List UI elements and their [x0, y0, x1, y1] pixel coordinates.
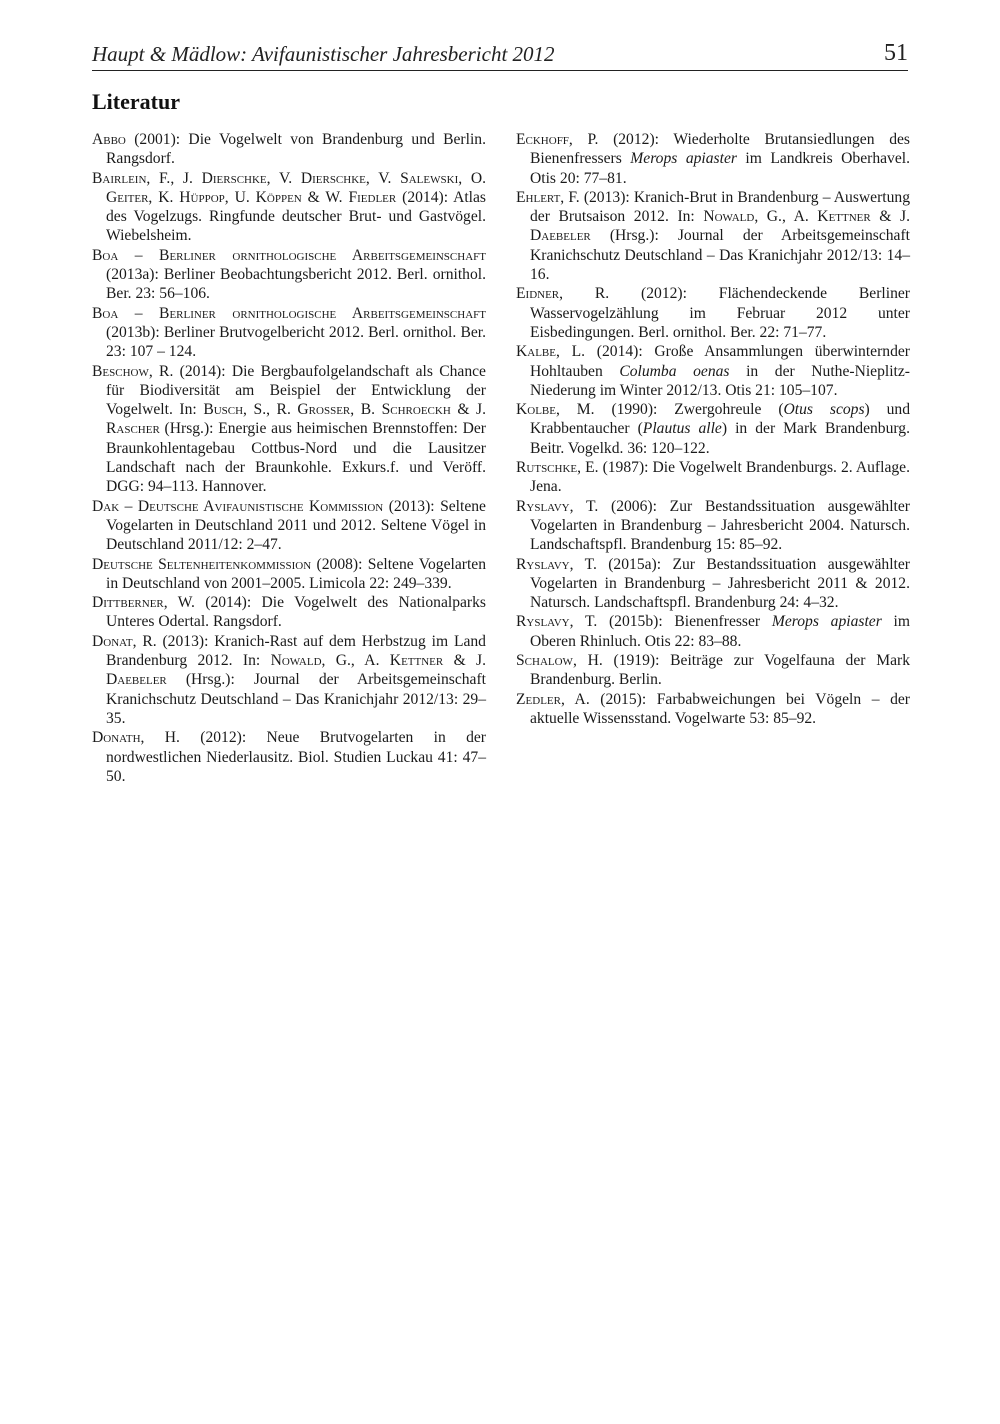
reference-text: (2015a): Zur Bestandssituation ausgewählter Vogelarten in Brandenburg – Jahresbericht 2011 & 2012. Natursch. Landschaftspfl. Brandenburg 24: 4–32.	[530, 555, 910, 612]
reference-author: Schalow, H.	[516, 652, 603, 670]
reference-editors: Busch, S., R. Grosser, B. Schroeckh & J. Rascher	[106, 401, 486, 438]
reference-entry	[92, 130, 486, 169]
reference-text: (2008): Seltene Vogelarten in Deutschland von 2001–2005. Limicola 22: 249–339.	[106, 555, 486, 592]
reference-entry	[92, 497, 486, 555]
species-name: Plautus alle	[642, 420, 722, 438]
reference-text: (1919): Beiträge zur Vogelfauna der Mark Brandenburg. Berlin.	[530, 652, 910, 689]
reference-text: (2012): Flächendeckende Berliner Wasservogelzählung im Februar 2012 unter Eisbedingungen. Berl. ornithol. Ber. 22: 71–77.	[530, 285, 910, 341]
reference-text: in der Nuthe-Nieplitz-Niederung im Winter 2012/13. Otis 21: 105–107.	[530, 362, 911, 399]
species-name: Merops apiaster	[630, 150, 737, 168]
reference-author: Boa – Berliner ornithologische Arbeitsgemeinschaft	[92, 246, 486, 264]
section-title: Literatur	[92, 89, 180, 114]
reference-text: (2012): Neue Brutvogelarten in der nordwestlichen Niederlausitz. Biol. Studien Luckau 41: 47–50.	[106, 729, 486, 785]
running-header-title: Haupt & Mädlow: Avifaunistischer Jahresbericht 2012	[92, 42, 555, 66]
reference-author: Abbo	[92, 131, 126, 148]
reference-text: (2001): Die Vogelwelt von Brandenburg und Berlin. Rangsdorf.	[106, 131, 486, 168]
reference-column-right	[516, 130, 910, 728]
reference-author: Dak – Deutsche Avifaunistische Kommission	[92, 497, 384, 515]
reference-text: (1987): Die Vogelwelt Brandenburgs. 2. Auflage. Jena.	[530, 459, 910, 496]
reference-author: Rutschke, E.	[516, 459, 599, 477]
reference-text: (2014): Die Bergbaufolgelandschaft als Chance für Biodiversität am Beispiel der Entwicklung der Vogelwelt. In:	[106, 362, 486, 419]
reference-entry	[92, 246, 486, 304]
reference-entry	[516, 458, 910, 497]
reference-entry	[92, 632, 486, 728]
species-name: Columba oenas	[619, 362, 730, 380]
species-name: Otus scops	[783, 401, 865, 419]
reference-entry	[516, 342, 910, 400]
reference-author: Ryslavy, T.	[516, 497, 599, 515]
reference-text: (2013b): Berliner Brutvogelbericht 2012. Berl. ornithol. Ber. 23: 107 – 124.	[106, 323, 486, 361]
reference-text: (2015b): Bienenfresser	[597, 613, 772, 631]
reference-text: (2013a): Berliner Beobachtungsbericht 2012. Berl. ornithol. Ber. 23: 56–106.	[106, 266, 486, 303]
reference-entry	[92, 728, 486, 786]
reference-author: Kalbe, L.	[516, 343, 586, 361]
species-name: Merops apiaster	[771, 613, 882, 631]
reference-author: Bairlein, F., J. Dierschke, V. Dierschke, V. Salewski, O. Geiter, K. Hüppop, U. Köppen & W. Fiedler	[92, 169, 486, 206]
running-header	[92, 40, 908, 71]
reference-text: ) in der Mark Brandenburg. Beitr. Vogelkd. 36: 120–122.	[530, 420, 910, 457]
reference-author: Ehlert, F.	[516, 188, 580, 206]
reference-author: Ryslavy, T.	[516, 555, 597, 573]
reference-text: (2012): Wiederholte Brutansiedlungen des Bienenfressers	[530, 131, 910, 168]
reference-entry	[92, 169, 486, 246]
reference-entry	[516, 188, 910, 284]
reference-column-left	[92, 130, 486, 786]
reference-entry	[516, 497, 910, 555]
reference-author: Boa – Berliner ornithologische Arbeitsgemeinschaft	[92, 304, 486, 322]
reference-entry	[516, 651, 910, 690]
reference-entry	[92, 362, 486, 497]
reference-editors: Nowald, G., A. Kettner & J. Daebeler	[106, 652, 486, 689]
reference-author: Beschow, R.	[92, 362, 174, 380]
reference-text: (2006): Zur Bestandssituation ausgewählter Vogelarten in Brandenburg – Jahresbericht 2004. Natursch. Landschaftspfl. Brandenburg 15: 85–92.	[530, 497, 910, 554]
page-number: 51	[884, 40, 908, 66]
reference-text: (2015): Farbabweichungen bei Vögeln – der aktuelle Wissensstand. Vogelwarte 53: 85–92.	[530, 690, 910, 727]
reference-text: (Hrsg.): Energie aus heimischen Brennstoffen: Der Braunkohlentagebau Cottbus-Nord und die Lausitzer Landschaft nach der Braunkohle. Exkurs.f. und Veröff. DGG: 94–113. Hannover.	[106, 420, 486, 496]
reference-author: Ryslavy, T.	[516, 613, 598, 631]
reference-text: (2013): Kranich-Brut in Brandenburg – Auswertung der Brutsaison 2012. In:	[530, 188, 910, 226]
reference-author: Eckhoff, P.	[516, 131, 599, 148]
reference-text: (2013): Kranich-Rast auf dem Herbstzug im Land Brandenburg 2012. In:	[106, 632, 486, 670]
reference-entry	[516, 130, 910, 188]
reference-entry	[92, 304, 486, 362]
reference-text: (Hrsg.): Journal der Arbeitsgemeinschaft Kranichschutz Deutschland – Das Kranichjahr 2012/13: 14–16.	[530, 227, 910, 284]
reference-text: (2014): Atlas des Vogelzugs. Ringfunde deutscher Brut- und Gastvögel. Wiebelsheim.	[106, 188, 486, 245]
reference-author: Donath, H.	[92, 729, 180, 747]
reference-entry	[92, 555, 486, 594]
reference-author: Zedler, A.	[516, 690, 590, 708]
reference-entry	[516, 690, 910, 729]
reference-text: im Oberen Rhinluch. Otis 22: 83–88.	[530, 613, 910, 650]
reference-text: (2014): Die Vogelwelt des Nationalparks Unteres Odertal. Rangsdorf.	[106, 594, 486, 631]
reference-entry	[516, 284, 910, 342]
reference-text: ) und Krabbentaucher (	[530, 401, 911, 438]
reference-author: Deutsche Seltenheitenkommission	[92, 555, 312, 573]
reference-text: (2013): Seltene Vogelarten in Deutschland 2011 und 2012. Seltene Vögel in Deutschland 2011/12: 2–47.	[106, 497, 486, 554]
reference-author: Kolbe, M.	[516, 401, 595, 419]
reference-text: (Hrsg.): Journal der Arbeitsgemeinschaft Kranichschutz Deutschland – Das Kranichjahr 2012/13: 29–35.	[106, 671, 486, 727]
reference-text: (1990): Zwergohreule (	[594, 401, 784, 419]
reference-author: Donat, R.	[92, 632, 157, 650]
reference-entry	[516, 612, 910, 651]
reference-entry	[516, 400, 910, 458]
reference-entry	[516, 555, 910, 613]
reference-author: Dittberner, W.	[92, 594, 195, 612]
reference-editors: Nowald, G., A. Kettner & J. Daebeler	[530, 208, 910, 245]
reference-entry	[92, 593, 486, 632]
reference-text: im Landkreis Oberhavel. Otis 20: 77–81.	[530, 150, 911, 187]
reference-text: (2014): Große Ansammlungen überwinternder Hohltauben	[530, 343, 911, 380]
reference-author: Eidner, R.	[516, 285, 610, 303]
